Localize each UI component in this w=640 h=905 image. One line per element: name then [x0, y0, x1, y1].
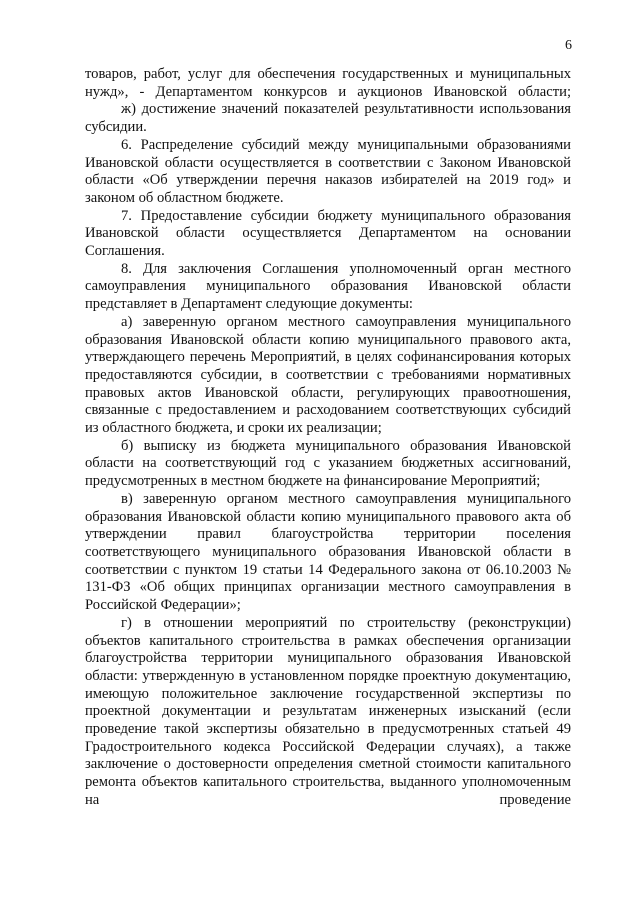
paragraph-continuation: товаров, работ, услуг для обеспечения государственных и муниципальных нужд», - Департаментом конкурсов и аукционов Ивановской области;: [85, 66, 571, 100]
paragraph-7: 7. Предоставление субсидии бюджету муниципального образования Ивановской области осуществляется Департаментом на основании Соглашения.: [85, 207, 571, 260]
document-body: [85, 66, 571, 810]
page-number: 6: [565, 38, 572, 53]
paragraph-item-zh: ж) достижение значений показателей результативности использования субсидии.: [85, 101, 571, 136]
paragraph-item-a: а) заверенную органом местного самоуправления муниципального образования Ивановской области копию муниципального правового акта, утверждающего перечень Мероприятий, в целях софинансирования которых предоставляются субсидии, в соответствии с требованиями нормативных правовых актов Ивановской области, регулирующих правоотношения, связанные с предоставлением и расходованием соответствующих субсидий из областного бюджета, и сроки их реализации;: [85, 313, 571, 437]
paragraph-item-g: г) в отношении мероприятий по строительству (реконструкции) объектов капитального строительства в рамках обеспечения организации благоустройства территории муниципального образования Ивановской области: утвержденную в установленном порядке проектную документацию, имеющую положительное заключение государственной экспертизы по проектной документации и результатам инженерных изысканий (если проведение такой экспертизы обязательно в предусмотренных статьей 49 Градостроительного кодекса Российской Федерации случаях), а также заключение о достоверности определения сметной стоимости капитального ремонта объектов капитального строительства, выданного уполномоченным на проведение: [85, 614, 571, 808]
paragraph-6: 6. Распределение субсидий между муниципальными образованиями Ивановской области осуществляется в соответствии с Законом Ивановской области «Об утверждении перечня наказов избирателей на 2019 год» и законом об областном бюджете.: [85, 136, 571, 206]
paragraph-item-b: б) выписку из бюджета муниципального образования Ивановской области на соответствующий год с указанием бюджетных ассигнований, предусмотренных в местном бюджете на финансирование Мероприятий;: [85, 437, 571, 490]
paragraph-8: 8. Для заключения Соглашения уполномоченный орган местного самоуправления муниципального образования Ивановской области представляет в Департамент следующие документы:: [85, 260, 571, 313]
paragraph-item-v: в) заверенную органом местного самоуправления муниципального образования Ивановской области копию муниципального правового акта об утверждении правил благоустройства территории поселения соответствующего муниципального образования Ивановской области в соответствии с пунктом 19 статьи 14 Федерального закона от 06.10.2003 № 131-ФЗ «Об общих принципах организации местного самоуправления в Российской Федерации»;: [85, 490, 571, 614]
